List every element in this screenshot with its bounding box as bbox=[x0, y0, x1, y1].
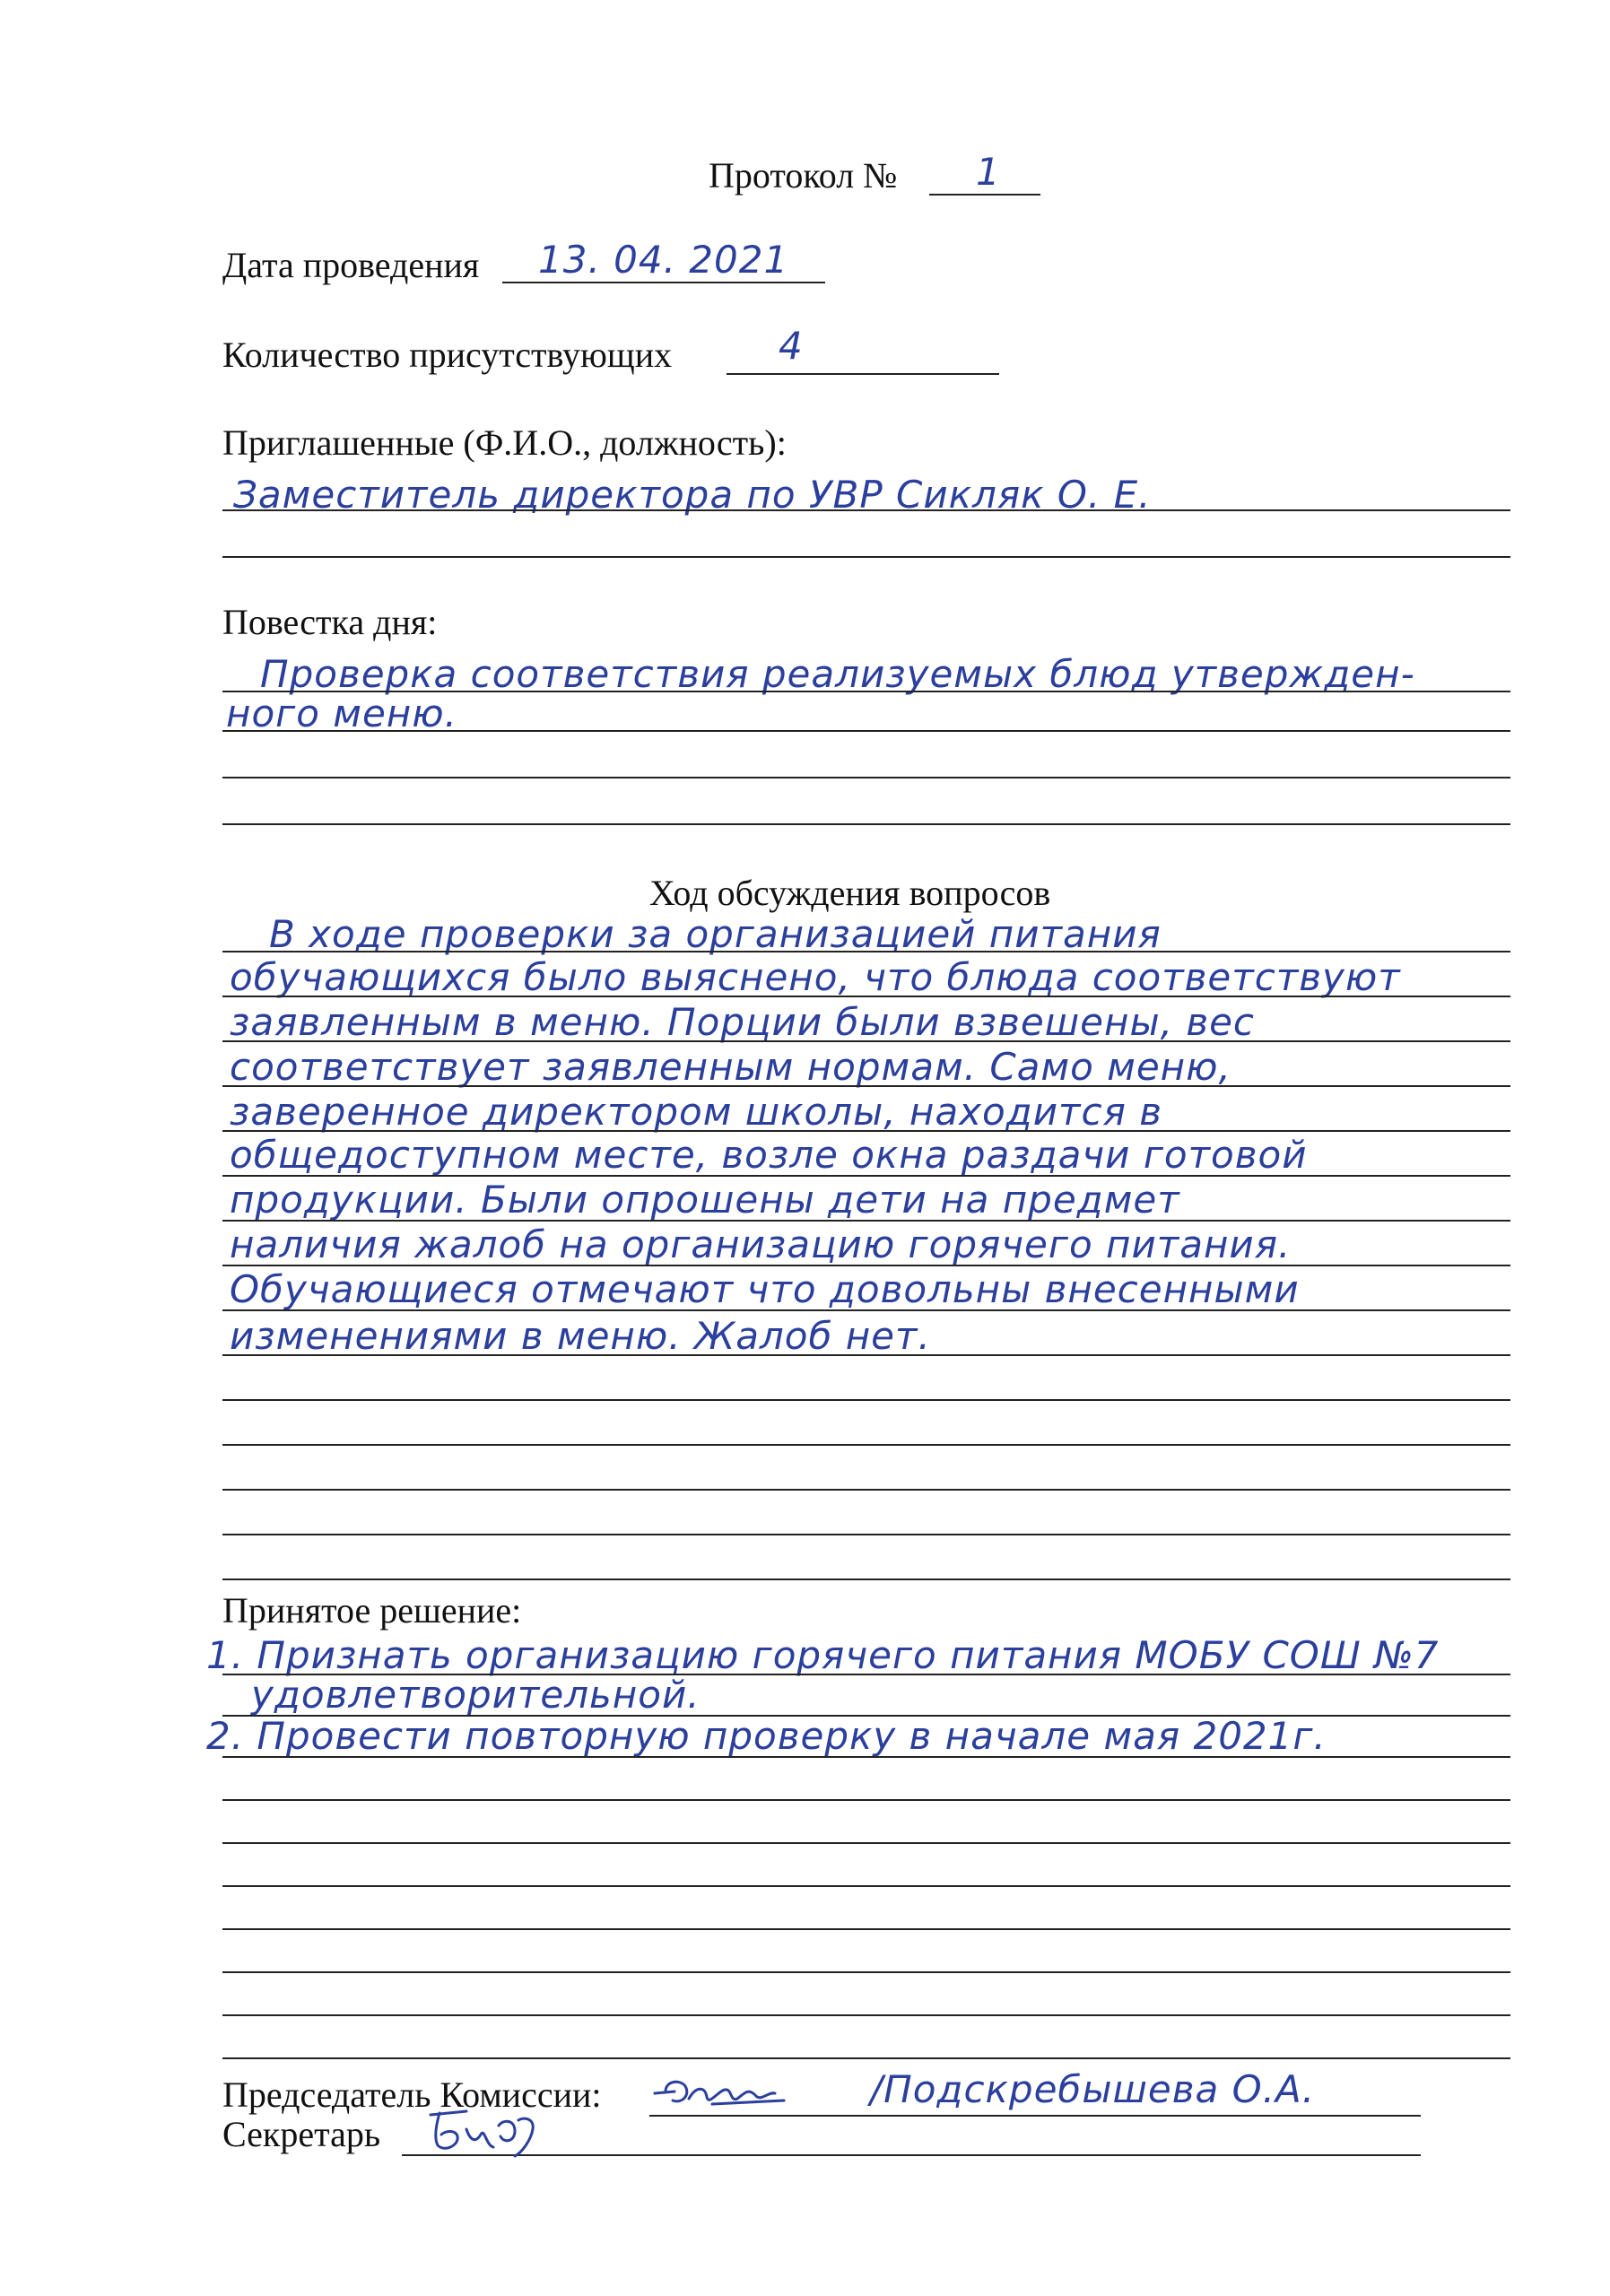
protocol-label: Протокол № bbox=[709, 155, 898, 196]
decision-label: Принятое решение: bbox=[222, 1590, 522, 1631]
secretary-label: Секретарь bbox=[222, 2114, 381, 2154]
invited-line-2 bbox=[222, 556, 1510, 558]
decision-line-7 bbox=[222, 1928, 1510, 1930]
discussion-line-9 bbox=[222, 1309, 1510, 1311]
discussion-line-5 bbox=[222, 1130, 1510, 1132]
discussion-line-text-7: продукции. Были опрошены дети на предмет bbox=[230, 1178, 1180, 1222]
secretary-line bbox=[402, 2154, 1421, 2156]
date-label: Дата проведения bbox=[222, 245, 480, 285]
discussion-line-text-10: изменениями в меню. Жалоб нет. bbox=[230, 1314, 931, 1358]
secretary-signature bbox=[422, 2099, 547, 2161]
agenda-line-text-2: ного меню. bbox=[226, 691, 457, 735]
agenda-line-text-1: Проверка соответствия реализуемых блюд утвержден- bbox=[260, 652, 1415, 696]
date-value: 13. 04. 2021 bbox=[538, 238, 789, 282]
discussion-line-text-8: наличия жалоб на организацию горячего питания. bbox=[230, 1222, 1292, 1266]
agenda-line-2 bbox=[222, 730, 1510, 732]
decision-line-4 bbox=[222, 1799, 1510, 1801]
protocol-number-value: 1 bbox=[976, 150, 1001, 194]
discussion-line-6 bbox=[222, 1175, 1510, 1177]
discussion-line-12 bbox=[222, 1444, 1510, 1446]
discussion-line-text-1: В ходе проверки за организацией питания bbox=[269, 912, 1162, 956]
agenda-line-3 bbox=[222, 777, 1510, 778]
discussion-line-text-3: заявленным в меню. Порции были взвешены, вес bbox=[230, 1000, 1256, 1044]
attendees-label: Количество присутствующих bbox=[222, 335, 673, 375]
discussion-line-2 bbox=[222, 996, 1510, 997]
decision-line-6 bbox=[222, 1885, 1510, 1887]
discussion-line-text-5: заверенное директором школы, находится в bbox=[230, 1090, 1162, 1134]
decision-line-text-3: 2. Провести повторную проверку в начале мая 2021г. bbox=[206, 1714, 1327, 1758]
attendees-line bbox=[727, 373, 999, 375]
chair-name: /Подскребышева О.А. bbox=[870, 2067, 1316, 2111]
invited-line-1 bbox=[222, 509, 1510, 511]
chair-label: Председатель Комиссии: bbox=[222, 2074, 602, 2115]
discussion-line-text-2: обучающихся было выяснено, что блюда соответствуют bbox=[230, 955, 1401, 999]
protocol-number-line bbox=[929, 194, 1040, 196]
agenda-line-4 bbox=[222, 823, 1510, 825]
discussion-line-text-6: общедоступном месте, возле окна раздачи готовой bbox=[230, 1133, 1308, 1177]
decision-line-8 bbox=[222, 1971, 1510, 1973]
attendees-value: 4 bbox=[779, 324, 804, 368]
decision-line-5 bbox=[222, 1842, 1510, 1844]
chair-signature bbox=[649, 2065, 802, 2118]
date-line bbox=[502, 282, 825, 283]
decision-line-text-1: 1. Признать организацию горячего питания МОБУ СОШ №7 bbox=[206, 1633, 1440, 1677]
discussion-line-7 bbox=[222, 1220, 1510, 1222]
discussion-line-text-9: Обучающиеся отмечают что довольны внесенными bbox=[230, 1267, 1300, 1311]
discussion-line-4 bbox=[222, 1085, 1510, 1087]
discussion-line-13 bbox=[222, 1489, 1510, 1491]
decision-line-10 bbox=[222, 2057, 1510, 2059]
invited-value: Заместитель директора по УВР Сикляк О. Е. bbox=[233, 473, 1152, 517]
discussion-line-8 bbox=[222, 1265, 1510, 1266]
discussion-line-text-4: соответствует заявленным нормам. Само меню, bbox=[230, 1045, 1231, 1089]
discussion-line-11 bbox=[222, 1399, 1510, 1401]
discussion-line-14 bbox=[222, 1534, 1510, 1535]
discussion-heading: Ход обсуждения вопросов bbox=[649, 873, 1051, 913]
discussion-line-1 bbox=[222, 951, 1510, 952]
decision-line-3 bbox=[222, 1756, 1510, 1758]
agenda-label: Повестка дня: bbox=[222, 602, 438, 642]
decision-line-9 bbox=[222, 2014, 1510, 2016]
decision-line-text-2: удовлетворительной. bbox=[251, 1673, 701, 1717]
discussion-line-3 bbox=[222, 1040, 1510, 1042]
discussion-line-10 bbox=[222, 1354, 1510, 1356]
discussion-line-15 bbox=[222, 1578, 1510, 1580]
invited-label: Приглашенные (Ф.И.О., должность): bbox=[222, 422, 787, 463]
